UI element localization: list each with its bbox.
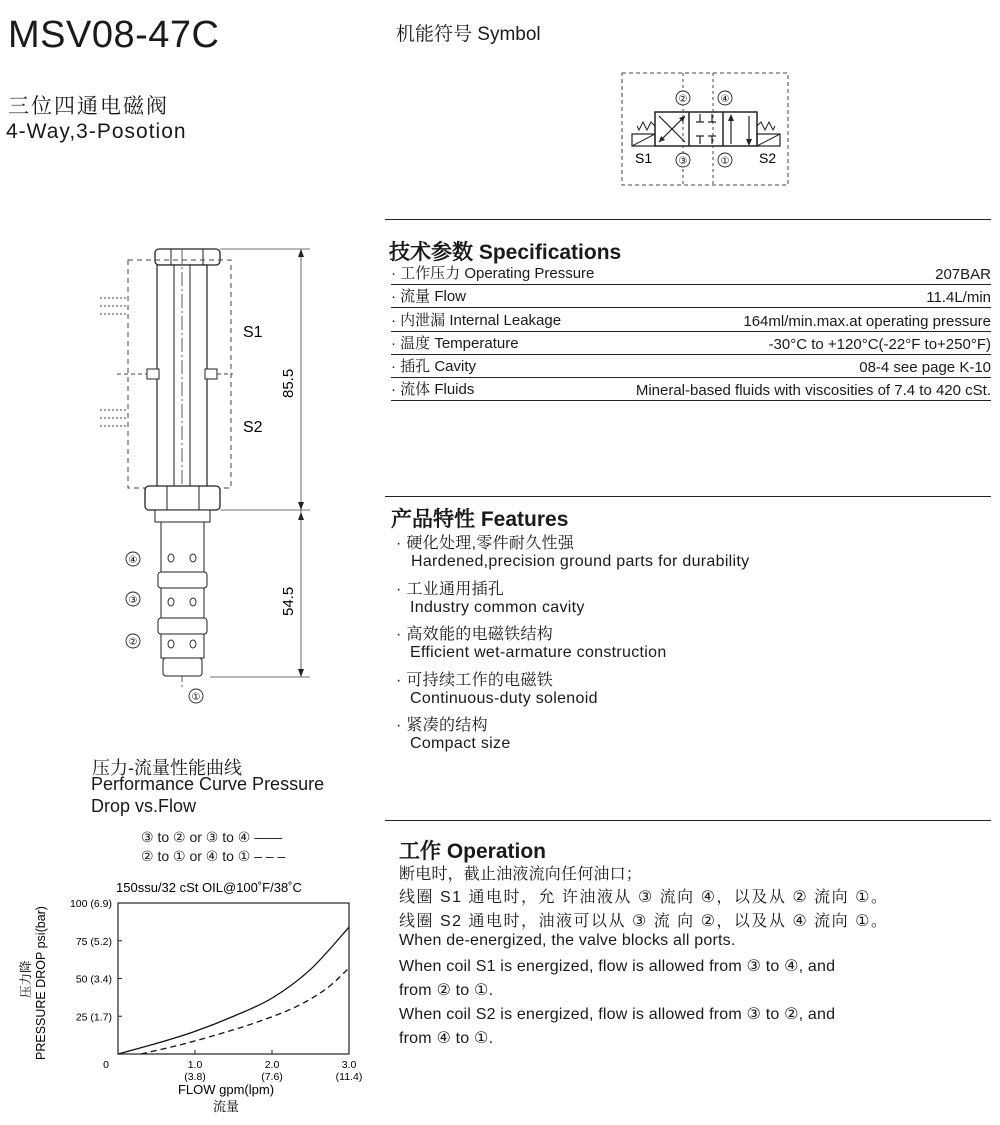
drawing-port-3: ③: [128, 595, 138, 606]
product-subtitle-en: 4-Way,3-Posotion: [6, 120, 187, 143]
symbol-s1-label: S1: [635, 150, 653, 166]
x-tick-sublabel: (3.8): [184, 1071, 206, 1083]
series-line-solid: [118, 927, 349, 1054]
spring-right-icon: [757, 122, 775, 130]
plot-frame: [118, 903, 349, 1054]
feature-cn: · 硬化处理,零件耐久性强: [396, 535, 575, 552]
y-tick-label: 75 (5.2): [75, 935, 112, 948]
drawing-s1-label: S1: [243, 324, 263, 341]
hydraulic-symbol: [615, 70, 795, 190]
operation-line: from ② to ①.: [399, 982, 494, 999]
spec-row-pressure: [391, 264, 991, 285]
spec-label: · 工作压力 Operating Pressure: [391, 265, 595, 282]
operation-line: 线圈 S1 通电时，允 许油液从 ③ 流向 ④，以及从 ② 流向 ①。: [399, 889, 889, 906]
x-tick-sublabel: (7.6): [261, 1071, 283, 1083]
dim-upper-label: 85.5: [280, 368, 297, 398]
drawing-port-4: ④: [128, 555, 138, 566]
spec-row-flow: [391, 287, 991, 308]
features-top-rule: [385, 496, 991, 497]
y-tick-label: 100 (6.9): [69, 898, 112, 910]
legend-solid: ③ to ② or ③ to ④ ——: [141, 829, 283, 845]
spec-top-rule: [385, 219, 991, 220]
top-nut: [155, 249, 220, 265]
symbol-s2-label: S2: [759, 150, 777, 166]
operation-line: 断电时，截止油液流向任何油口；: [399, 866, 643, 883]
product-subtitle-cn: 三位四通电磁阀: [8, 95, 169, 118]
x-tick-label: 3.0: [341, 1059, 357, 1071]
spec-row-fluids: [391, 380, 991, 401]
drawing-port-1: ①: [191, 692, 201, 703]
x-tick-label: 2.0: [264, 1059, 280, 1071]
spec-label: · 内泄漏 Internal Leakage: [391, 312, 562, 329]
y-axis-label: PRESSURE DROP psi(bar): [34, 906, 48, 1060]
spec-row-temperature: [391, 334, 991, 355]
curve-title-cn: 压力-流量性能曲线: [92, 758, 242, 778]
feature-cn: · 高效能的电磁铁结构: [396, 626, 554, 643]
x-tick-label: 0: [103, 1059, 109, 1071]
dim-lower-label: 54.5: [280, 586, 297, 616]
spec-label: · 插孔 Cavity: [391, 358, 477, 375]
spring-left-icon: [637, 122, 655, 130]
valve-dimension-drawing: [95, 240, 320, 705]
symbol-title: 机能符号 Symbol: [396, 24, 541, 45]
spec-value: Mineral-based fluids with viscosities of 7.4 to 420 cSt.: [635, 382, 991, 399]
x-axis-label: FLOW gpm(lpm): [177, 1082, 275, 1097]
feature-en: Compact size: [410, 735, 511, 752]
spec-value: -30°C to +120°C(-22°F to+250°F): [768, 336, 991, 353]
curve-title-en-1: Performance Curve Pressure: [91, 774, 325, 794]
y-axis-label-cn: 压力降: [19, 960, 33, 998]
model-number: MSV08-47C: [8, 14, 220, 56]
spec-label: · 温度 Temperature: [391, 335, 519, 352]
y-tick-label: 50 (3.4): [75, 973, 112, 986]
hex-body: [145, 486, 220, 510]
specifications-title: 技术参数 Specifications: [389, 241, 622, 264]
x-tick-sublabel: (11.4): [335, 1071, 363, 1083]
spec-row-leakage: [391, 311, 991, 332]
feature-en: Continuous-duty solenoid: [410, 690, 598, 707]
drawing-port-2: ②: [128, 637, 138, 648]
operation-line: 线圈 S2 通电时，油液可以从 ③ 流 向 ②，以及从 ④ 流向 ①。: [399, 913, 889, 930]
symbol-port-1: ①: [720, 156, 730, 167]
spec-value: 08-4 see page K-10: [859, 359, 991, 376]
feature-cn: · 紧凑的结构: [396, 717, 488, 734]
operation-title: 工作 Operation: [399, 840, 547, 863]
feature-en: Industry common cavity: [410, 599, 585, 616]
features-title: 产品特性 Features: [391, 508, 569, 531]
feature-cn: · 可持续工作的电磁铁: [396, 672, 554, 689]
spec-row-cavity: [391, 357, 991, 378]
operation-line: from ④ to ①.: [399, 1030, 494, 1047]
drawing-s2-label: S2: [243, 419, 263, 436]
x-tick-label: 1.0: [187, 1059, 203, 1071]
symbol-port-4: ④: [720, 94, 730, 105]
chart-title: 150ssu/32 cSt OIL@100˚F/38˚C: [116, 880, 302, 895]
valve-envelope: [655, 112, 757, 146]
operation-line: When de-energized, the valve blocks all ports.: [399, 932, 736, 949]
spec-value: 11.4L/min: [926, 289, 991, 306]
x-axis-label-cn: 流量: [212, 1099, 240, 1114]
y-tick-label: 25 (1.7): [75, 1011, 112, 1024]
curve-title-en-2: Drop vs.Flow: [91, 796, 197, 816]
symbol-port-3: ③: [678, 156, 688, 167]
operation-line: When coil S2 is energized, flow is allowed from ③ to ②, and: [399, 1006, 836, 1023]
feature-cn: · 工业通用插孔: [396, 581, 505, 598]
operation-line: When coil S1 is energized, flow is allowed from ③ to ④, and: [399, 958, 836, 975]
spec-value: 164ml/min.max.at operating pressure: [743, 313, 991, 330]
symbol-port-2: ②: [678, 94, 688, 105]
operation-top-rule: [385, 820, 991, 821]
feature-en: Hardened,precision ground parts for durability: [411, 553, 750, 570]
performance-chart: [0, 870, 380, 1125]
legend-dashed: ② to ① or ④ to ① – – –: [141, 848, 286, 864]
feature-en: Efficient wet-armature construction: [410, 644, 667, 661]
spec-value: 207BAR: [935, 266, 991, 283]
spec-label: · 流量 Flow: [391, 288, 467, 305]
spec-label: · 流体 Fluids: [391, 381, 475, 398]
